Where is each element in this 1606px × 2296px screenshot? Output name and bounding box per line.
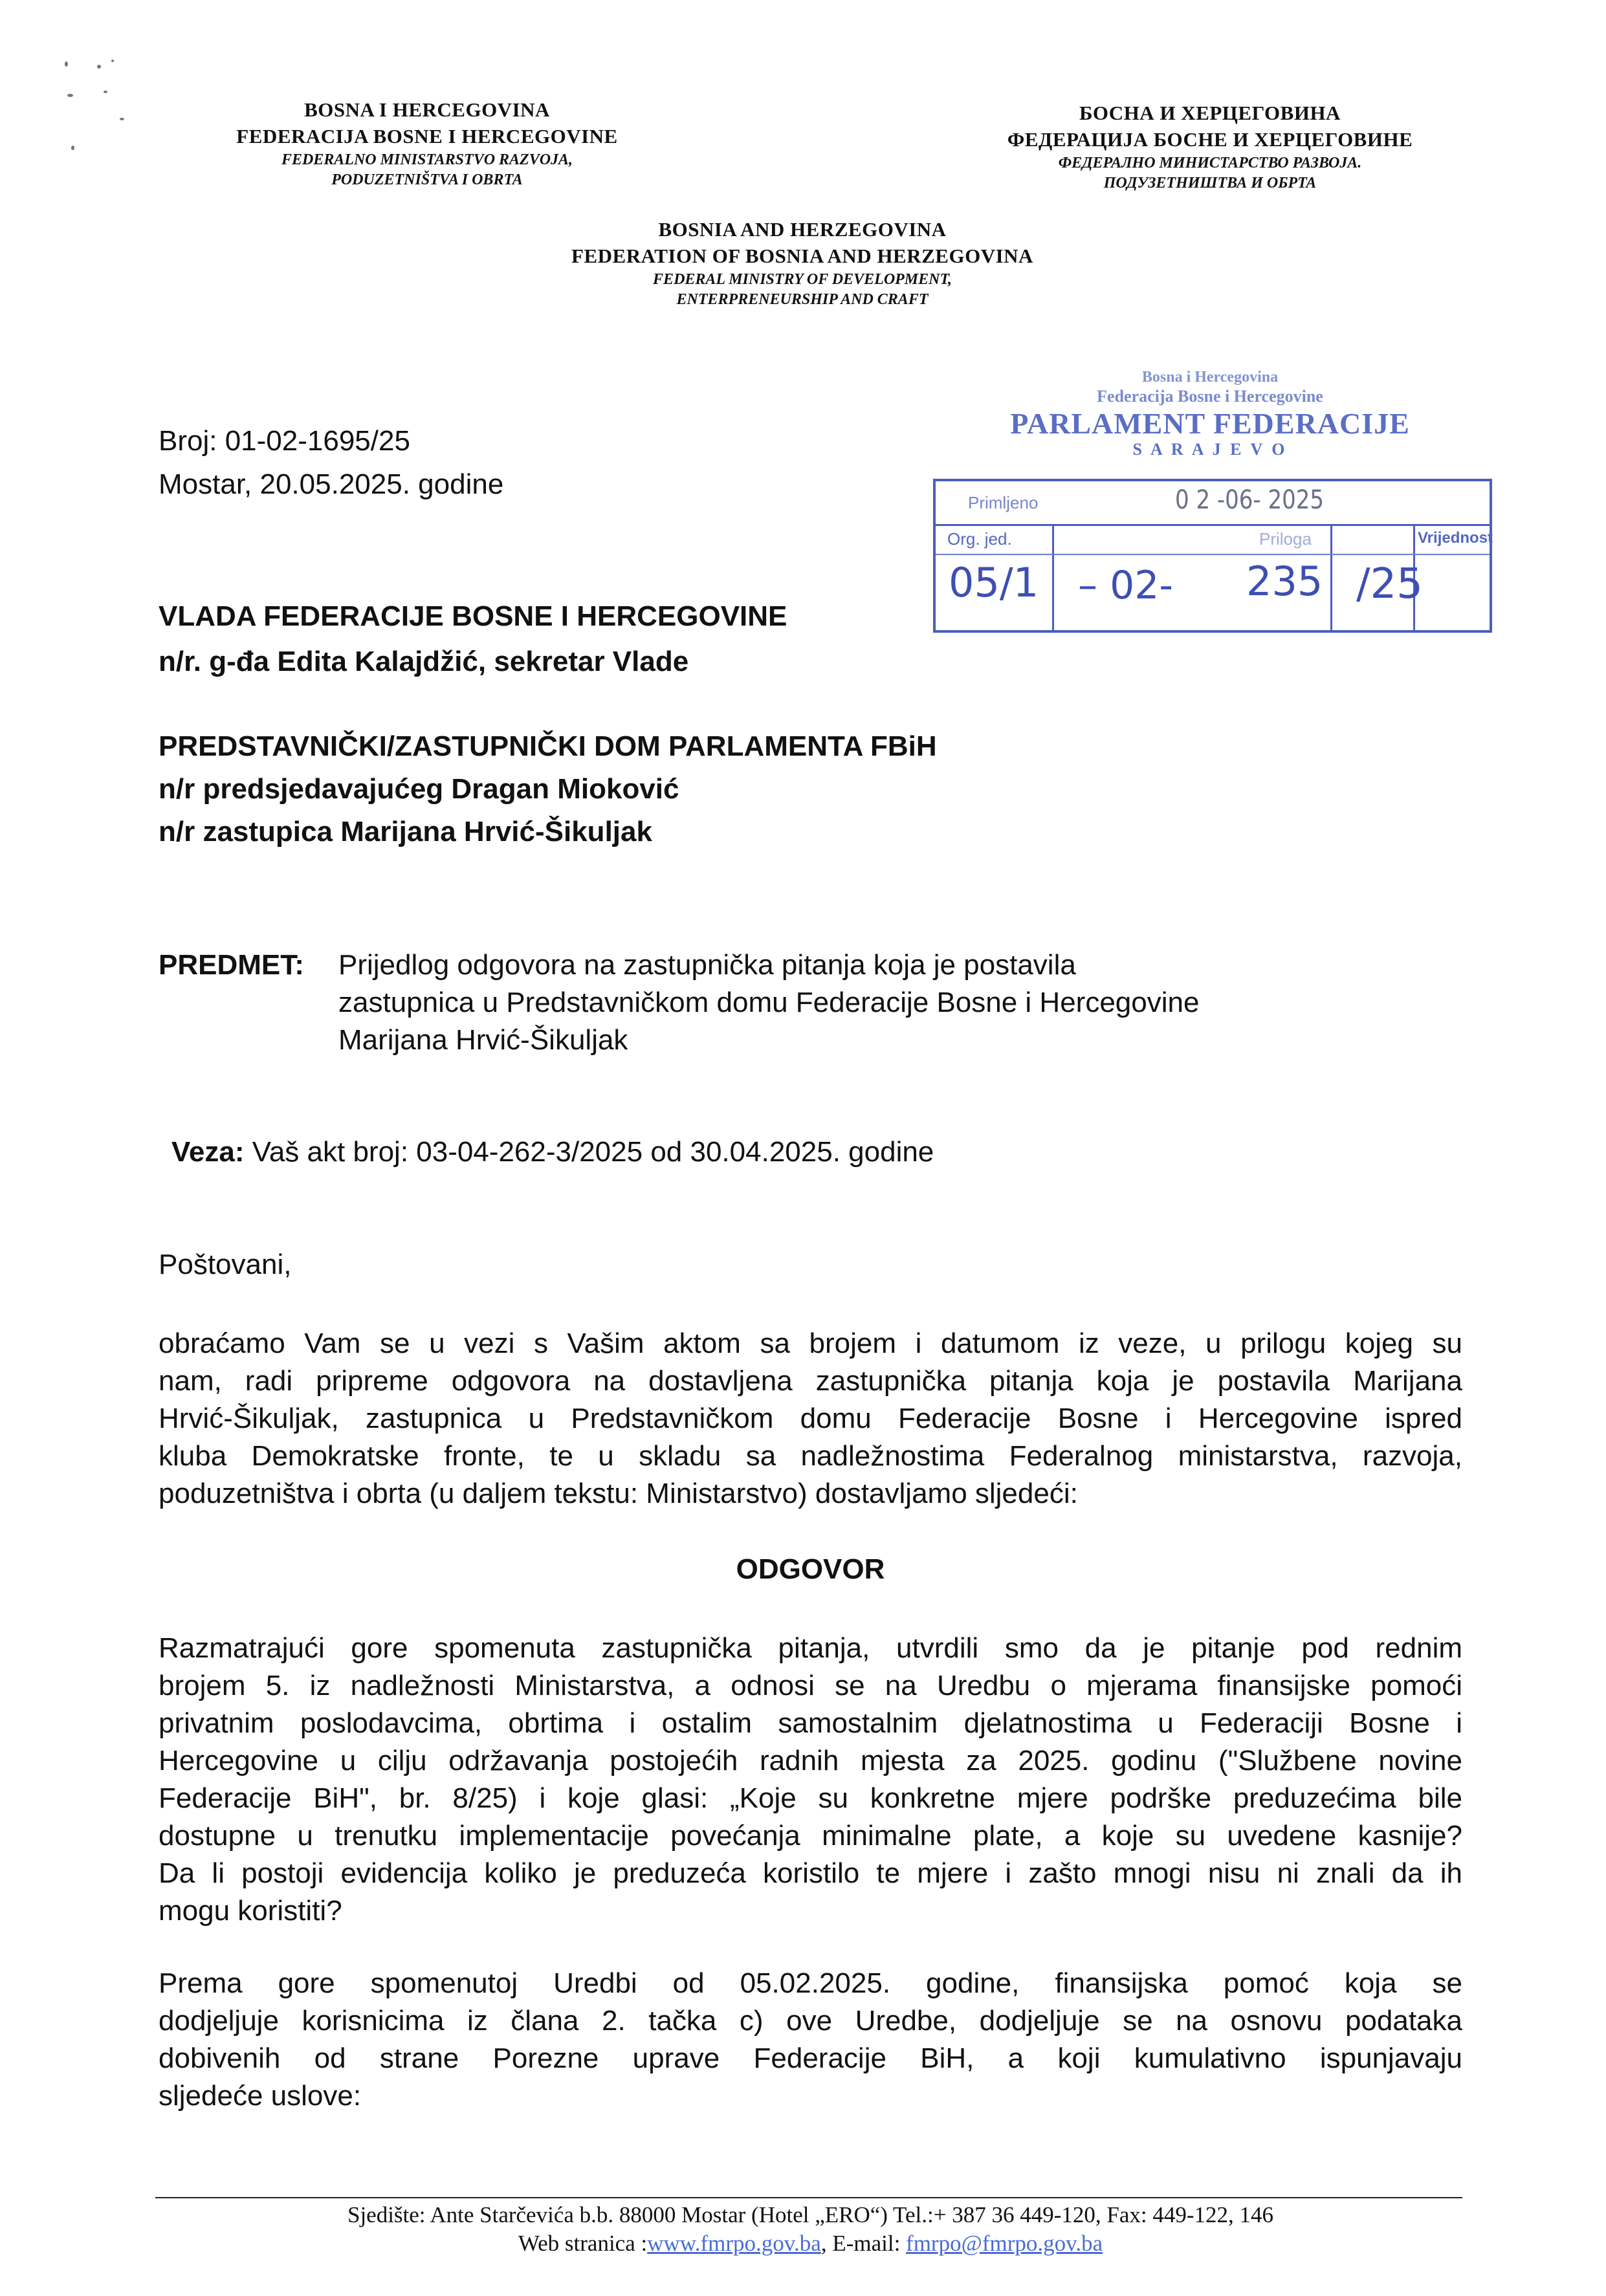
stamp-line2: Federacija Bosne i Hercegovine (1097, 387, 1323, 406)
paragraph-line: privatnim poslodavcima, obrtima i ostalim samostalnim djelatnostima u Federaciji Bosne i (159, 1707, 1462, 1739)
registration-row-divider (936, 524, 1490, 526)
greeting: Poštovani, (159, 1249, 292, 1280)
subject-label: PREDMET: (159, 949, 304, 981)
paragraph-line: dostupne u trenutku implementacije povećanja minimalne plate, a koje su uvedene kasnije? (159, 1820, 1462, 1852)
recipient-government-name: VLADA FEDERACIJE BOSNE I HERCEGOVINE (159, 600, 787, 632)
registration-col-divider-2 (1330, 524, 1332, 630)
primljeno-label: Primljeno (968, 493, 1039, 512)
parliament-stamp (932, 369, 1493, 640)
paragraph-line: Razmatrajući gore spomenuta zastupnička pitanja, utvrdili smo da je pitanje pod rednim (159, 1632, 1462, 1664)
paragraph-answer (159, 1630, 1462, 1930)
paragraph-line: Federacije BiH", br. 8/25) i koje glasi: „Koje su konkretne mjere podrške preduzećima bile (159, 1782, 1462, 1814)
header-left (188, 97, 666, 191)
footer-email-label: , E-mail: (820, 2231, 907, 2256)
footer-address: Sjedište: Ante Starčevića b.b. 88000 Mostar (Hotel „ERO“) Tel.:+ 387 36 449-120, Fax: 449-122, 146 (347, 2202, 1273, 2227)
paragraph-line: kluba Demokratske fronte, te u skladu sa nadležnostima Federalnog ministarstva, razvoja, (159, 1440, 1462, 1472)
stamp-line1: Bosna i Hercegovina (1141, 369, 1279, 386)
paragraph-line: sljedeće uslove: (159, 2080, 362, 2112)
recipient-parliament-attn-chair: n/r predsjedavajućeg Dragan Mioković (159, 773, 679, 805)
registration-sub-divider (936, 554, 1490, 555)
registration-number-part2: 235 (1246, 558, 1323, 605)
veza-label: Veza: (171, 1136, 245, 1168)
vrijednost-label: Vrijednost (1418, 529, 1493, 547)
registration-number-part1: – 02- (1078, 563, 1174, 608)
footer-web-link[interactable]: www.fmrpo.gov.ba (647, 2231, 821, 2256)
priloga-label: Priloga (1259, 529, 1312, 549)
paragraph-line: Hrvić-Šikuljak, zastupnica u Predstavničkom domu Federacije Bosne i Hercegovine ispred (159, 1403, 1462, 1434)
header-right-line1: БОСНА И ХЕРЦЕГОВИНА (1079, 102, 1341, 124)
header-center-line3: FEDERAL MINISTRY OF DEVELOPMENT, (653, 270, 952, 288)
paragraph-line: brojem 5. iz nadležnosti Ministarstva, a odnosi se na Uredbu o mjerama finansijske pomoći (159, 1670, 1462, 1701)
coat-of-arms-specks (58, 58, 129, 162)
header-center-line4: ENTERPRENEURSHIP AND CRAFT (676, 291, 929, 309)
paragraph-line: Hercegovine u cilju održavanja postojećih radnih mjesta za 2025. godinu ("Službene novine (159, 1745, 1462, 1777)
paragraph-line: nam, radi pripreme odgovora na dostavljena zastupnička pitanja koja je postavila Marijana (159, 1365, 1462, 1397)
header-left-line4: PODUZETNIŠTVA I OBRTA (331, 171, 523, 189)
paragraph-line: mogu koristiti? (159, 1895, 342, 1927)
recipient-government-attn: n/r. g-đa Edita Kalajdžić, sekretar Vlade (159, 646, 689, 677)
paragraph-line: obraćamo Vam se u vezi s Vašim aktom sa brojem i datumom iz veze, u prilogu kojeg su (159, 1328, 1462, 1359)
paragraph-intro (159, 1325, 1462, 1513)
header-center-line2: FEDERATION OF BOSNIA AND HERZEGOVINA (571, 244, 1033, 267)
paragraph-line: dobivenih od strane Porezne uprave Federacije BiH, a koji kumulativno ispunjavaju (159, 2042, 1462, 2074)
answer-heading: ODGOVOR (736, 1553, 885, 1585)
registration-box (933, 479, 1492, 633)
stamp-line4: S A R A J E V O (1132, 440, 1288, 459)
recipient-parliament (159, 725, 1194, 853)
subject-text (338, 946, 1438, 1059)
footer-rule (155, 2197, 1462, 2198)
header-left-line3: FEDERALNO MINISTARSTVO RAZVOJA, (281, 151, 573, 168)
footer-web-label: Web stranica : (518, 2231, 648, 2256)
paragraph-line: dodjeljuje korisnicima iz člana 2. tačka c) ove Uredbe, dodjeljuje se na osnovu podataka (159, 2005, 1462, 2037)
header-right (958, 100, 1462, 194)
veza-text: Vaš akt broj: 03-04-262-3/2025 od 30.04.2025. godine (252, 1136, 934, 1168)
paragraph-line: poduzetništva i obrta (u daljem tekstu: Ministarstvo) dostavljamo sljedeći: (159, 1478, 1078, 1509)
subject-line2: zastupnica u Predstavničkom domu Federacije Bosne i Hercegovine (338, 987, 1200, 1018)
header-right-line4: ПОДУЗЕТНИШТВА И ОБРТА (1103, 175, 1317, 192)
recipient-government (159, 594, 1000, 684)
recipient-parliament-attn-rep: n/r zastupica Marijana Hrvić-Šikuljak (159, 816, 652, 847)
header-left-line2: FEDERACIJA BOSNE I HERCEGOVINE (236, 124, 618, 148)
org-jed-label: Org. jed. (947, 529, 1012, 549)
footer-contact (0, 2229, 1606, 2258)
recipient-parliament-name: PREDSTAVNIČKI/ZASTUPNIČKI DOM PARLAMENTA FBiH (159, 730, 937, 762)
header-right-line3: ФЕДЕРАЛНО МИНИСТАРСТВО РАЗВОЈА. (1058, 154, 1362, 171)
reference-block (159, 419, 741, 506)
footer (0, 2201, 1606, 2258)
paragraph-line: Prema gore spomenutoj Uredbi od 05.02.2025. godine, finansijska pomoć koja se (159, 1967, 1462, 1999)
header-center (505, 217, 1100, 311)
veza-line (171, 1133, 1336, 1171)
subject-line1: Prijedlog odgovora na zastupnička pitanja koja je postavila (338, 949, 1076, 981)
header-center-line1: BOSNIA AND HERZEGOVINA (658, 218, 947, 241)
registration-col-divider-1 (1052, 524, 1054, 630)
paragraph-regulation (159, 1965, 1462, 2115)
header-right-line2: ФЕДЕРАЦИЈА БОСНЕ И ХЕРЦЕГОВИНЕ (1007, 127, 1413, 151)
registration-number-part3: /25 (1356, 560, 1423, 608)
primljeno-date: 0 2 -06- 2025 (1175, 485, 1325, 515)
reference-number: Broj: 01-02-1695/25 (159, 425, 410, 457)
place-date: Mostar, 20.05.2025. godine (159, 468, 504, 500)
registration-org-unit: 05/1 (949, 559, 1039, 606)
header-left-line1: BOSNA I HERCEGOVINA (304, 98, 550, 121)
footer-email-link[interactable]: fmrpo@fmrpo.gov.ba (906, 2231, 1103, 2256)
paragraph-line: Da li postoji evidencija koliko je preduzeća koristilo te mjere i zašto mnogi nisu ni znali da ih (159, 1857, 1462, 1889)
stamp-line3: PARLAMENT FEDERACIJE (1010, 407, 1410, 440)
subject-line3: Marijana Hrvić-Šikuljak (338, 1024, 628, 1056)
